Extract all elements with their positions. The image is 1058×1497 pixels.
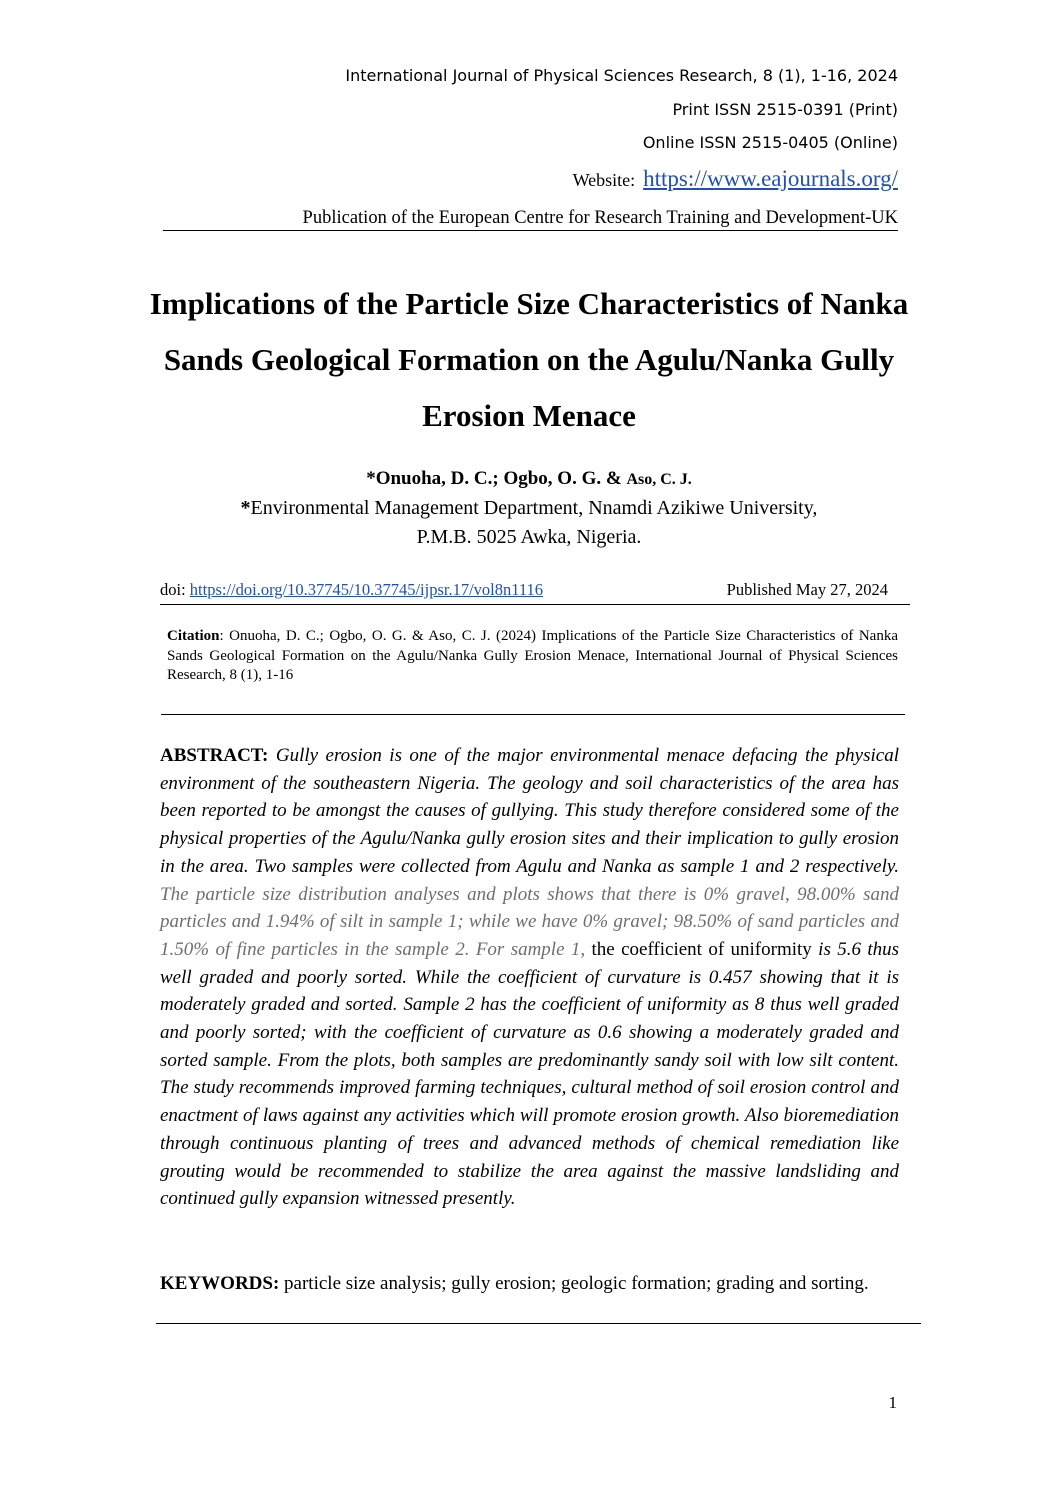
citation-label: Citation [167,628,220,644]
journal-citation-header: International Journal of Physical Sciences Research, 8 (1), 1-16, 2024 [345,66,898,85]
doi-link[interactable]: https://doi.org/10.37745/10.37745/ijpsr.17/vol8n1116 [189,580,544,599]
abstract [160,742,899,1213]
published-date: Published May 27, 2024 [726,580,888,599]
print-issn: Print ISSN 2515-0391 (Print) [672,100,898,119]
affiliation-line1: Environmental Management Department, Nnamdi Azikiwe University, [250,497,818,519]
abstract-part4: is 5.6 thus well graded and poorly sorted. While the coefficient of curvature is 0.457 showing that it is moderately graded and sorted. Sample 2 has the coefficient of uniformity as 8 thus well graded and poorly sorted; with the coefficient of curvature as 0.6 showing a moderately graded and sorted sample. From the plots, both samples are predominantly sandy soil with low silt content. The study recommends improved farming techniques, cultural method of soil erosion control and enactment of laws against any activities which will promote erosion growth. Also bioremediation through continuous planting of trees and advanced methods of chemical remediation like grouting would be recommended to stabilize the area against the massive landsliding and continued gully expansion witnessed presently. [160,938,899,1210]
authors-last: Aso, C. J. [626,471,692,488]
abstract-label: ABSTRACT: [160,745,269,766]
publisher-line: Publication of the European Centre for Research Training and Development-UK [163,208,898,231]
website-link[interactable]: https://www.eajournals.org/ [643,166,898,191]
doi-label: doi: [160,580,190,599]
affiliation [0,494,1058,552]
paper-title: Implications of the Particle Size Characteristics of Nanka Sands Geological Formation on the Agulu/Nanka Gully Erosion Menace [149,286,909,433]
abstract-part3: the coefficient of uniformity [585,938,812,960]
divider [156,1323,921,1324]
affiliation-line2: P.M.B. 5025 Awka, Nigeria. [416,526,642,548]
authors-main: *Onuoha, D. C.; Ogbo, O. G. & [366,468,627,489]
keywords-label: KEYWORDS: [160,1273,280,1294]
online-issn: Online ISSN 2515-0405 (Online) [642,133,898,152]
abstract-part2: The particle size distribution analyses and plots shows that there is 0% gravel, 98.00% sand particles and 1.94% of silt in sample 1; while we have 0% gravel; 98.50% of sand particles and 1.50% of fine particles in the sample 2. For sample 1, [160,883,899,960]
doi-row [160,580,910,605]
keywords [160,1270,899,1298]
website-label: Website: [572,170,636,190]
website-line [573,166,898,192]
abstract-part1: Gully erosion is one of the major environmental menace defacing the physical environment of the southeastern Nigeria. The geology and soil characteristics of the area has been reported to be amongst the causes of gullying. This study therefore considered some of the physical properties of the Agulu/Nanka gully erosion sites and their implication to gully erosion in the area. Two samples were collected from Agulu and Nanka as sample 1 and 2 respectively. [160,745,899,877]
citation [167,627,898,686]
keywords-text: particle size analysis; gully erosion; geologic formation; grading and sorting. [279,1273,869,1294]
authors [0,468,1058,490]
divider [161,714,905,715]
affiliation-star: * [240,497,251,519]
page-number: 1 [888,1393,897,1412]
citation-text: : Onuoha, D. C.; Ogbo, O. G. & Aso, C. J. (2024) Implications of the Particle Size Characteristics of Nanka Sands Geological Formation on the Agulu/Nanka Gully Erosion Menace, International Journal of Physical Sciences Research, 8 (1), 1-16 [167,628,898,683]
